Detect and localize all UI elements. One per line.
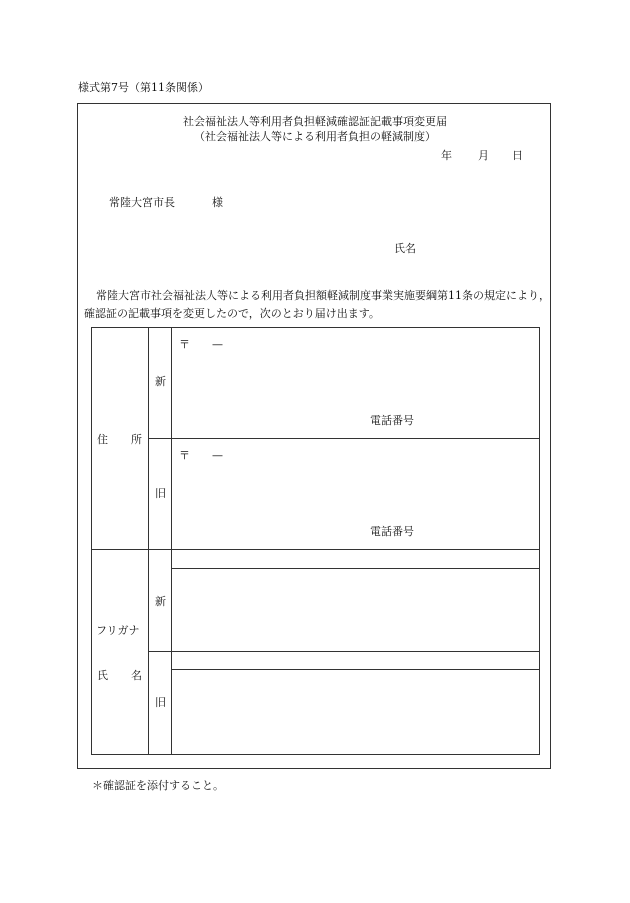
date-year: 年 <box>441 149 452 162</box>
addressee-name: 常陸大宮市長 <box>109 196 175 209</box>
intro-paragraph: 常陸大宮市社会福祉法人等による利用者負担額軽減制度事業実施要綱第11条の規定により，確認証の記載事項を変更したので，次のとおり届け出ます。 <box>84 289 550 320</box>
form-number: 様式第7号（第11条関係） <box>78 81 209 94</box>
address-old-postal-mark: 〒 <box>179 449 190 462</box>
address-label-second: 所 <box>131 433 142 446</box>
address-new-phone-label: 電話番号 <box>370 414 414 427</box>
date-month: 月 <box>478 149 489 162</box>
footnote: ＊確認証を添付すること。 <box>92 779 224 792</box>
address-old-phone-label: 電話番号 <box>370 525 414 538</box>
address-old-postal-dash: — <box>212 449 223 462</box>
furigana-new-field[interactable] <box>172 550 539 567</box>
form-title: 社会福祉法人等利用者負担軽減確認証記載事項変更届 <box>183 115 447 128</box>
address-new-field[interactable] <box>172 328 539 437</box>
address-label-first: 住 <box>97 433 108 446</box>
name-label-second: 名 <box>131 669 142 682</box>
name-new-label: 新 <box>155 595 166 608</box>
name-old-field[interactable] <box>172 670 539 754</box>
applicant-name-label: 氏名 <box>394 242 416 255</box>
name-old-label: 旧 <box>155 696 166 709</box>
name-label-first: 氏 <box>97 669 108 682</box>
date-day: 日 <box>512 149 523 162</box>
address-old-label: 旧 <box>155 487 166 500</box>
addressee-honorific: 様 <box>212 196 223 209</box>
table-col-divider-1 <box>148 327 149 755</box>
address-new-postal-mark: 〒 <box>179 338 190 351</box>
address-new-postal-dash: — <box>212 338 223 351</box>
furigana-old-field[interactable] <box>172 652 539 668</box>
form-subtitle: （社会福祉法人等による利用者負担の軽減制度） <box>194 130 436 143</box>
address-new-label: 新 <box>155 375 166 388</box>
name-new-field[interactable] <box>172 569 539 650</box>
furigana-label: フリガナ <box>96 624 140 637</box>
address-old-field[interactable] <box>172 439 539 548</box>
